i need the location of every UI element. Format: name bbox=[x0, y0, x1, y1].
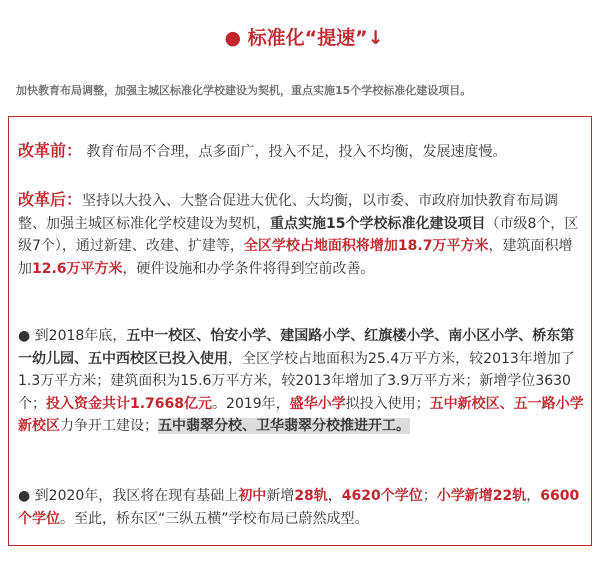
after-red-1: 全区学校占地面积将增加18.7万平方米 bbox=[243, 238, 489, 254]
heading-text: 标准化“提速”↓ bbox=[247, 27, 384, 49]
p2018-text-1: 到2018年底， bbox=[34, 328, 127, 344]
after-text-1: 坚持以大投入、大整合促进大优化、大均衡，以市委、市政府加快教育布局调整、加强主城区标准化学校建设为契机， bbox=[18, 193, 559, 232]
before-label: 改革前： bbox=[18, 141, 83, 160]
p2018-red-2: 盛华小学 bbox=[289, 395, 346, 412]
p2020-text-4: ； bbox=[422, 488, 437, 504]
p2020-red-2: 28轨 bbox=[294, 488, 328, 504]
p2018-text-4: 拟投入使用； bbox=[345, 395, 430, 412]
p2018-text-5: 力争开工建设； bbox=[60, 418, 158, 434]
section-heading bbox=[0, 26, 608, 50]
p2018-highlight-2: 推进开工。 bbox=[340, 418, 410, 434]
p2020-text-3: ， bbox=[327, 488, 342, 504]
p2020-red-4: 小学新增22轨 bbox=[436, 488, 527, 504]
after-label: 改革后： bbox=[18, 190, 83, 209]
paragraph-2020 bbox=[18, 485, 584, 530]
bullet-icon: ● bbox=[18, 488, 31, 504]
p2018-text-3: 。2019年， bbox=[212, 395, 290, 412]
p2018-bold-1: 五中一校区、怡安小学、建国路小学、红旗楼小学、南小区小学、桥东第一幼儿园、五中西校区已投入使用 bbox=[18, 328, 575, 367]
after-red-2: 12.6万平方米 bbox=[32, 260, 123, 277]
after-text-3: ，建筑面积增加 bbox=[18, 238, 573, 277]
p2020-red-5: 6600个学位 bbox=[18, 488, 580, 527]
p2020-red-3: 4620个学位 bbox=[341, 488, 423, 504]
p2018-text-2: ，全区学校占地面积为25.4万平方米，较2013年增加了1.3万平方米；建筑面积为15.6万平方米，较2013年增加了3.9万平方米；新增学位3630个； bbox=[18, 350, 575, 412]
p2020-text-6: 。至此，桥东区“三纵五横”学校布局已蔚然成型。 bbox=[60, 510, 369, 527]
bullet-icon: ● bbox=[224, 27, 242, 49]
p2018-red-3: 五中新校区、五一路小学新校区 bbox=[18, 395, 584, 434]
before-paragraph bbox=[18, 140, 584, 164]
summary-text: 加快教育布局调整，加强主城区标准化学校建设为契机，重点实施15个学校标准化建设项目。 bbox=[16, 84, 472, 97]
after-paragraph bbox=[18, 189, 584, 280]
p2020-text-2: 新增 bbox=[266, 488, 295, 504]
paragraph-2018 bbox=[18, 325, 584, 438]
before-text: 教育布局不合理，点多面广，投入不足，投入不均衡，发展速度慢。 bbox=[86, 144, 507, 160]
after-text-2: （市级8个，区级7个），通过新建、改建、扩建等， bbox=[18, 215, 579, 254]
bullet-icon: ● bbox=[18, 328, 31, 344]
after-text-4: ，硬件设施和办学条件将得到空前改善。 bbox=[122, 260, 375, 277]
p2018-highlight-1: 五中翡翠分校、卫华翡翠分校 bbox=[158, 418, 340, 434]
p2020-red-1: 初中 bbox=[238, 488, 267, 504]
p2020-text-1: 到2020年，我区将在现有基础上 bbox=[34, 488, 239, 504]
p2018-red-1: 投入资金共计1.7668亿元 bbox=[46, 395, 213, 412]
after-bold-1: 重点实施15个学校标准化建设项目 bbox=[270, 215, 486, 232]
p2020-text-5: ， bbox=[526, 488, 541, 504]
